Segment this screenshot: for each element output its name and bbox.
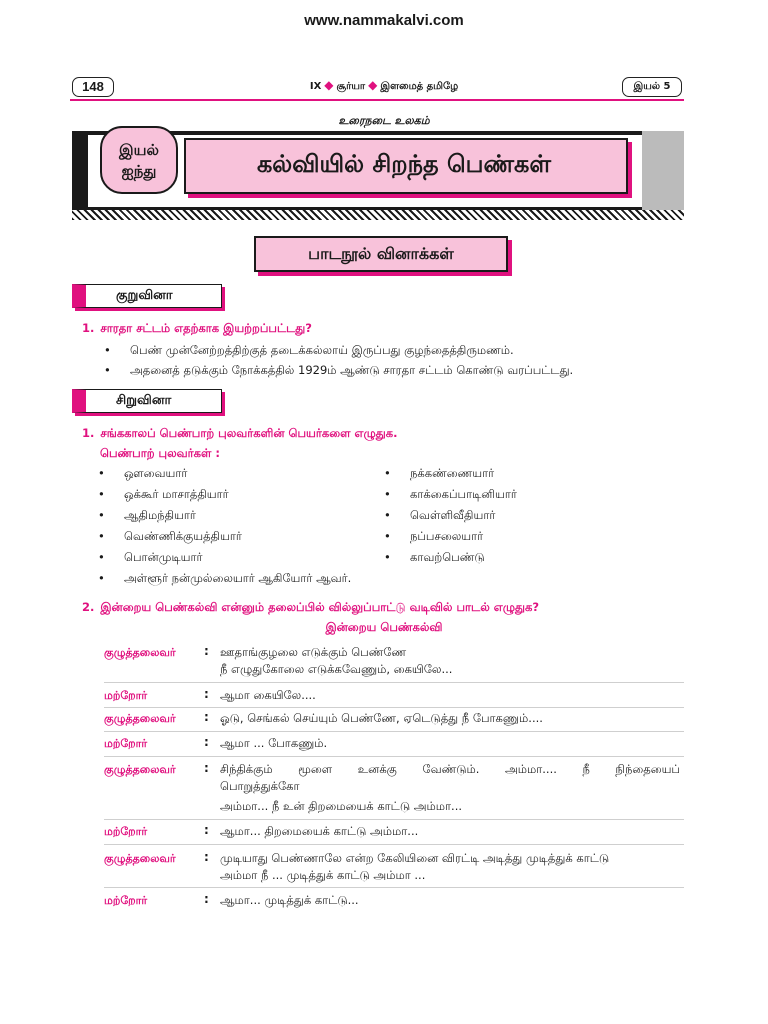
class-label: IX — [309, 81, 322, 92]
bullet-icon: • — [98, 550, 105, 564]
speaker-label: குழுத்தலைவர் — [104, 763, 176, 776]
dialogue-line: ஆமா ... போகணும். — [220, 736, 328, 750]
site-url[interactable]: www.nammakalvi.com — [304, 12, 464, 29]
bullet-icon: • — [384, 550, 391, 564]
colon-separator: : — [204, 850, 209, 864]
colon-separator: : — [204, 710, 209, 724]
poet-name: ஔவையார் — [124, 466, 188, 480]
question-siruvina-2 — [82, 600, 539, 616]
dialogue-line: ஓடு, செங்கல் செய்யும் பெண்ணே, ஏடெடுத்து நீ போகணும்.... — [220, 711, 543, 725]
row-divider — [104, 756, 684, 757]
poet-name-last: அள்ளூர் நன்முல்லையார் ஆகியோர் ஆவர். — [124, 571, 352, 585]
colon-separator: : — [204, 823, 209, 837]
section-heading-siruvina: சிறுவினா — [72, 389, 222, 413]
page-number: 148 — [72, 77, 114, 97]
list-item — [98, 487, 229, 503]
dialogue-line: அம்மா நீ ... முடித்துக் காட்டு அம்மா ... — [220, 868, 426, 882]
colon-separator: : — [204, 644, 209, 658]
banner-decoration — [642, 131, 684, 211]
dialogue-line: பொறுத்துக்கோ — [220, 779, 300, 793]
speaker-label: குழுத்தலைவர் — [104, 646, 176, 659]
speaker-label: மற்றோர் — [104, 894, 148, 907]
colon-separator: : — [204, 687, 209, 701]
answer-subheading: பெண்பாற் புலவர்கள் : — [100, 446, 220, 460]
list-item — [104, 343, 514, 359]
poet-name: ஒக்கூர் மாசாத்தியார் — [124, 487, 229, 501]
answer-text: பெண் முன்னேற்றத்திற்குத் தடைக்கல்லாய் இருப்பது குழந்தைத்திருமணம். — [130, 343, 514, 357]
question-text: சாரதா சட்டம் எதற்காக இயற்றப்பட்டது? — [100, 321, 312, 335]
question-number: 2. — [82, 600, 95, 614]
speaker-label: மற்றோர் — [104, 737, 148, 750]
list-item — [98, 550, 202, 566]
speaker-label: குழுத்தலைவர் — [104, 852, 176, 865]
list-item — [384, 529, 483, 545]
question-siruvina-1 — [82, 426, 397, 442]
bullet-icon: • — [384, 487, 391, 501]
list-item — [98, 466, 187, 482]
poet-name: நக்கண்ணையார் — [410, 466, 495, 480]
colon-separator: : — [204, 761, 209, 775]
book-label: இளமைத் தமிழே — [380, 81, 459, 92]
poet-name: நப்பசலையார் — [410, 529, 484, 543]
dialogue-line: சிந்திக்கும் மூளை உனக்கு வேண்டும். அம்மா.... நீ நிந்தையைப் — [220, 762, 680, 776]
dialogue-line: முடியாது பெண்ணாலே என்ற கேலியினை விரட்டி அடித்து முடித்துக் காட்டு — [220, 851, 610, 865]
poet-name: காவற்பெண்டு — [410, 550, 485, 564]
poet-name: பொன்முடியார் — [124, 550, 203, 564]
speaker-label: மற்றோர் — [104, 689, 148, 702]
chapter-badge — [100, 126, 178, 194]
row-divider — [104, 819, 684, 820]
section-label: உரைநடை உலகம் — [338, 114, 430, 127]
speaker-label: மற்றோர் — [104, 825, 148, 838]
colon-separator: : — [204, 735, 209, 749]
answer-text: அதனைத் தடுக்கும் நோக்கத்தில் 1929ம் ஆண்டு சாரதா சட்டம் கொண்டு வரப்பட்டது. — [130, 363, 574, 377]
question-kuruvina-1 — [82, 321, 312, 337]
bullet-icon: • — [384, 466, 391, 480]
bullet-icon: • — [98, 529, 105, 543]
poet-name: காக்கைப்பாடினியார் — [410, 487, 517, 501]
colon-separator: : — [204, 892, 209, 906]
badge-line-1: இயல் — [119, 141, 159, 159]
list-item — [98, 508, 196, 524]
bullet-icon: • — [98, 508, 105, 522]
row-divider — [104, 887, 684, 888]
diamond-icon: ◆ — [324, 78, 334, 92]
bullet-icon: • — [384, 508, 391, 522]
row-divider — [104, 682, 684, 683]
header-rule — [70, 99, 684, 101]
row-divider — [104, 731, 684, 732]
poet-name: ஆதிமந்தியார் — [124, 508, 196, 522]
poet-name: வெண்ணிக்குயத்தியார் — [124, 529, 242, 543]
badge-line-2: ஐந்து — [121, 162, 157, 180]
question-text: சங்ககாலப் பெண்பாற் புலவர்களின் பெயர்களை எழுதுக. — [100, 426, 398, 440]
list-item — [384, 487, 517, 503]
dialogue-line: அம்மா... நீ உன் திறமையைக் காட்டு அம்மா... — [220, 799, 463, 813]
bullet-icon: • — [104, 343, 111, 357]
question-number: 1. — [82, 321, 95, 335]
list-item — [98, 571, 351, 587]
bullet-icon: • — [104, 363, 111, 377]
row-divider — [104, 844, 684, 845]
section-heading-kuruvina: குறுவினா — [72, 284, 222, 308]
poet-name: வெள்ளிவீதியார் — [410, 508, 496, 522]
dialogue-line: நீ எழுதுகோலை எடுக்கவேணும், கையிலே... — [220, 662, 453, 676]
list-item — [104, 363, 573, 379]
diamond-icon: ◆ — [368, 78, 378, 92]
dialogue-line: ஊதாங்குழலை எடுக்கும் பெண்ணே — [220, 645, 407, 659]
bullet-icon: • — [98, 571, 105, 585]
speaker-label: குழுத்தலைவர் — [104, 712, 176, 725]
publisher-label: சூர்யா — [336, 81, 366, 92]
list-item — [384, 550, 485, 566]
list-item — [384, 508, 495, 524]
list-item — [384, 466, 494, 482]
bullet-icon: • — [384, 529, 391, 543]
question-text: இன்றைய பெண்கல்வி என்னும் தலைப்பில் வில்லுப்பாட்டு வடிவில் பாடல் எழுதுக? — [100, 600, 539, 614]
bullet-icon: • — [98, 466, 105, 480]
chapter-tag: இயல் 5 — [622, 77, 682, 97]
dialogue-line: ஆமா... திறமையைக் காட்டு அம்மா... — [220, 824, 419, 838]
song-title: இன்றைய பெண்கல்வி — [325, 620, 443, 634]
dialogue-line: ஆமா கையிலே.... — [220, 688, 316, 702]
page-title: கல்வியில் சிறந்த பெண்கள் — [256, 150, 552, 178]
banner-pattern-strip — [72, 210, 684, 220]
subtitle-banner: பாடநூல் வினாக்கள் — [254, 236, 508, 272]
bullet-icon: • — [98, 487, 105, 501]
list-item — [98, 529, 242, 545]
question-number: 1. — [82, 426, 95, 440]
dialogue-line: ஆமா... முடித்துக் காட்டு... — [220, 893, 359, 907]
row-divider — [104, 707, 684, 708]
